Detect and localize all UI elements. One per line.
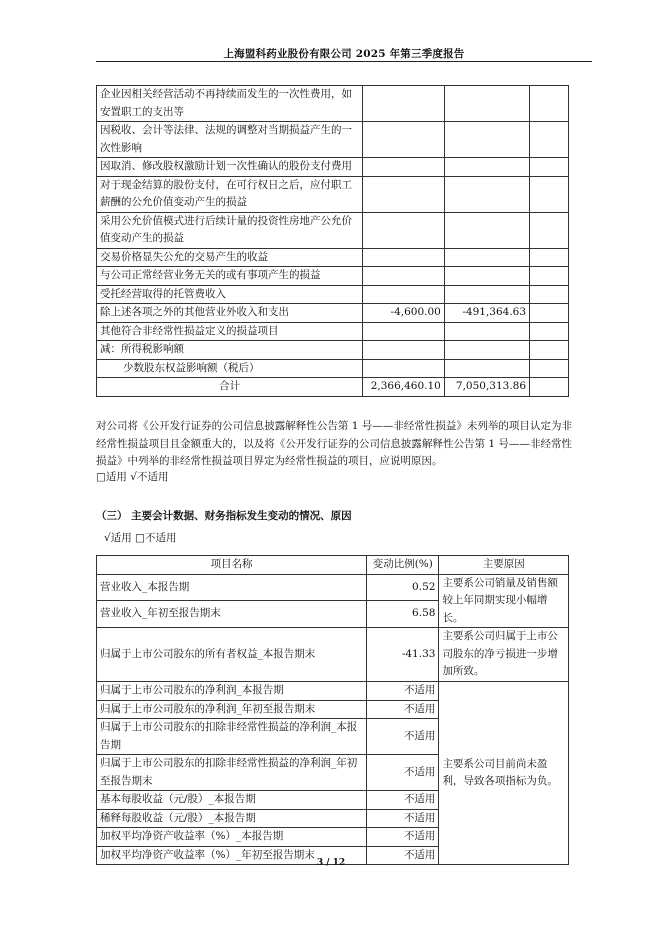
non-recurring-gains-table	[96, 85, 569, 397]
page-number: 3 / 12	[316, 858, 346, 868]
row-name: 归属于上市公司股东的净利润_年初至报告期末	[97, 700, 367, 719]
header-reason: 主要原因	[439, 556, 569, 575]
row-label: 采用公允价值模式进行后续计量的投资性房地产公允价值变动产生的损益	[97, 212, 363, 248]
row-note	[530, 378, 569, 397]
applicable-checkbox-2: √适用 □不适用	[104, 532, 177, 544]
table-row	[97, 628, 569, 682]
row-ytd	[444, 322, 529, 341]
row-label: 对于现金结算的股份支付，在可行权日之后，应付职工薪酬的公允价值变动产生的损益	[97, 176, 363, 212]
applicable-checkbox-1: □适用 √不适用	[96, 471, 169, 483]
row-current: 2,366,460.10	[363, 378, 445, 397]
indicator-change-table	[96, 555, 569, 865]
row-label: 受托经营取得的托管费收入	[97, 285, 363, 304]
row-current: -4,600.00	[363, 304, 445, 323]
row-current	[363, 212, 445, 248]
row-ratio: 不适用	[367, 700, 439, 719]
row-ytd	[444, 122, 529, 158]
row-name: 归属于上市公司股东的扣除非经常性损益的净利润_本报告期	[97, 719, 367, 755]
row-ratio: 0.52	[367, 574, 439, 601]
row-current	[363, 267, 445, 286]
header-name: 项目名称	[97, 556, 367, 575]
row-ratio: 不适用	[367, 682, 439, 701]
header-ratio: 变动比例(%)	[367, 556, 439, 575]
row-name: 归属于上市公司股东的净利润_本报告期	[97, 682, 367, 701]
table-row	[97, 176, 569, 212]
row-note	[530, 86, 569, 122]
row-ratio: 6.58	[367, 601, 439, 628]
row-ytd: -491,364.63	[444, 304, 529, 323]
row-note	[530, 359, 569, 378]
row-ratio: 不适用	[367, 791, 439, 810]
row-ytd	[444, 86, 529, 122]
report-header: 上海盟科药业股份有限公司 2025 年第三季度报告	[223, 48, 465, 60]
table-row	[97, 158, 569, 177]
table-row-total	[97, 378, 569, 397]
row-note	[530, 304, 569, 323]
row-name: 加权平均净资产收益率（%）_年初至报告期末	[97, 846, 367, 865]
row-ratio: 不适用	[367, 755, 439, 791]
row-ratio: 不适用	[367, 828, 439, 847]
table-row	[97, 267, 569, 286]
row-label: 交易价格显失公允的交易产生的收益	[97, 248, 363, 267]
table-row	[97, 322, 569, 341]
row-current	[363, 248, 445, 267]
row-current	[363, 158, 445, 177]
row-ytd	[444, 248, 529, 267]
row-ytd	[444, 158, 529, 177]
row-ytd	[444, 341, 529, 360]
table-row	[97, 285, 569, 304]
row-ytd	[444, 176, 529, 212]
row-note	[530, 122, 569, 158]
table-row	[97, 682, 569, 701]
row-note	[530, 176, 569, 212]
row-label: 其他符合非经常性损益定义的损益项目	[97, 322, 363, 341]
row-current	[363, 86, 445, 122]
row-name: 归属于上市公司股东的扣除非经常性损益的净利润_年初至报告期末	[97, 755, 367, 791]
row-name: 基本每股收益（元/股）_本报告期	[97, 791, 367, 810]
row-name: 加权平均净资产收益率（%）_本报告期	[97, 828, 367, 847]
row-current	[363, 122, 445, 158]
table-row	[97, 122, 569, 158]
row-note	[530, 341, 569, 360]
row-current	[363, 322, 445, 341]
row-label: 与公司正常经营业务无关的或有事项产生的损益	[97, 267, 363, 286]
row-reason: 主要系公司销量及销售额较上年同期实现小幅增长。	[439, 574, 569, 628]
table-row	[97, 359, 569, 378]
row-label: 除上述各项之外的其他营业外收入和支出	[97, 304, 363, 323]
row-name: 营业收入_本报告期	[97, 574, 367, 601]
row-label: 因取消、修改股权激励计划一次性确认的股份支付费用	[97, 158, 363, 177]
row-ratio: 不适用	[367, 846, 439, 865]
explanation-paragraph: 对公司将《公开发行证券的公司信息披露解释性公告第 1 号——非经常性损益》未列举的项目认定为非经常性损益项目且金额重大的，以及将《公开发行证券的公司信息披露解释性公告第 1 号——非经常性损益》中列举的非经常性损益项目界定为经常性损益的项目，应说明原因。	[96, 420, 572, 468]
row-reason: 主要系公司归属于上市公司股东的净亏损进一步增加所致。	[439, 628, 569, 682]
row-ratio: -41.33	[367, 628, 439, 682]
row-note	[530, 158, 569, 177]
row-ratio: 不适用	[367, 719, 439, 755]
row-note	[530, 267, 569, 286]
row-current	[363, 176, 445, 212]
row-current	[363, 341, 445, 360]
row-reason: 主要系公司目前尚未盈利，导致各项指标为负。	[439, 682, 569, 865]
row-ytd	[444, 359, 529, 378]
row-note	[530, 322, 569, 341]
row-name: 稀释每股收益（元/股）_本报告期	[97, 809, 367, 828]
row-label: 少数股东权益影响额（税后）	[97, 359, 363, 378]
row-note	[530, 212, 569, 248]
row-ytd	[444, 285, 529, 304]
row-ytd	[444, 267, 529, 286]
row-ytd: 7,050,313.86	[444, 378, 529, 397]
row-name: 归属于上市公司股东的所有者权益_本报告期末	[97, 628, 367, 682]
row-label: 企业因相关经营活动不再持续而发生的一次性费用，如安置职工的支出等	[97, 86, 363, 122]
row-note	[530, 285, 569, 304]
header-divider	[96, 61, 592, 62]
row-ytd	[444, 212, 529, 248]
row-label: 因税收、会计等法律、法规的调整对当期损益产生的一次性影响	[97, 122, 363, 158]
row-current	[363, 285, 445, 304]
table-row	[97, 248, 569, 267]
row-note	[530, 248, 569, 267]
table-row	[97, 86, 569, 122]
row-current	[363, 359, 445, 378]
table-row	[97, 212, 569, 248]
row-label: 减：所得税影响额	[97, 341, 363, 360]
table-row	[97, 574, 569, 601]
row-label: 合计	[97, 378, 363, 397]
table-row	[97, 341, 569, 360]
table-row	[97, 304, 569, 323]
table-header-row	[97, 556, 569, 575]
row-ratio: 不适用	[367, 809, 439, 828]
section-title: （三） 主要会计数据、财务指标发生变动的情况、原因	[96, 510, 352, 522]
row-name: 营业收入_年初至报告期末	[97, 601, 367, 628]
